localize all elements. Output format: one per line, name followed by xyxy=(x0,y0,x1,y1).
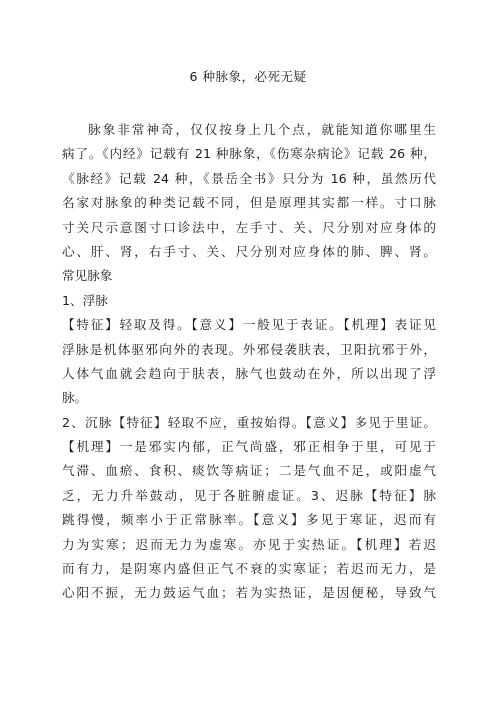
section-heading: 1、浮脉 xyxy=(62,292,108,308)
paragraph-line: 《脉经》记载 24 种，《景岳全书》只分为 16 种，虽然历代 xyxy=(62,170,436,186)
paragraph-line: 病了。《内经》记载有 21 种脉象，《伤寒杂病论》记载 26 种， xyxy=(62,146,436,162)
document-body xyxy=(62,118,436,606)
section-heading: 常见脉象 xyxy=(62,268,113,284)
paragraph-line: 乏，无力升举鼓动，见于各脏腑虚证。3、迟脉【特征】脉 xyxy=(62,487,436,503)
paragraph-line: 【特征】轻取及得。【意义】一般见于表证。【机理】表证见 xyxy=(62,317,436,333)
paragraph-line: 力为实寒；迟而无力为虚寒。亦见于实热证。【机理】若迟 xyxy=(62,536,436,552)
paragraph-line: 寸关尺示意图寸口诊法中，左手寸、关、尺分别对应身体的 xyxy=(62,219,436,235)
paragraph-line: 【机理】一是邪实内郁，正气尚盛，邪正相争于里，可见于 xyxy=(62,439,436,455)
paragraph-line: 气滞、血瘀、食积、痰饮等病证；二是气血不足，或阳虚气 xyxy=(62,463,436,479)
paragraph-line: 心阳不振，无力鼓运气血；若为实热证，是因便秘，导致气 xyxy=(62,585,436,601)
paragraph-line: 脉象非常神奇，仅仅按身上几个点，就能知道你哪里生 xyxy=(88,122,436,137)
paragraph-line: 2、沉脉【特征】轻取不应，重按始得。【意义】多见于里证。 xyxy=(62,414,436,430)
document-title: 6 种脉象，必死无疑 xyxy=(189,69,307,84)
paragraph-line: 心、肝、肾，右手寸、关、尺分别对应身体的肺、脾、肾。 xyxy=(62,243,436,259)
paragraph-line: 人体气血就会趋向于肤表，脉气也鼓动在外，所以出现了浮 xyxy=(62,365,436,381)
paragraph-line: 浮脉是机体驱邪向外的表现。外邪侵袭肤表，卫阳抗邪于外， xyxy=(62,341,436,357)
paragraph-line: 跳得慢，频率小于正常脉率。【意义】多见于寒证，迟而有 xyxy=(62,512,436,528)
paragraph-line: 名家对脉象的种类记载不同，但是原理其实都一样。寸口脉 xyxy=(62,195,436,211)
paragraph-line: 脉。 xyxy=(62,390,88,406)
paragraph-line: 而有力，是阴寒内盛但正气不衰的实寒证；若迟而无力，是 xyxy=(62,561,436,577)
